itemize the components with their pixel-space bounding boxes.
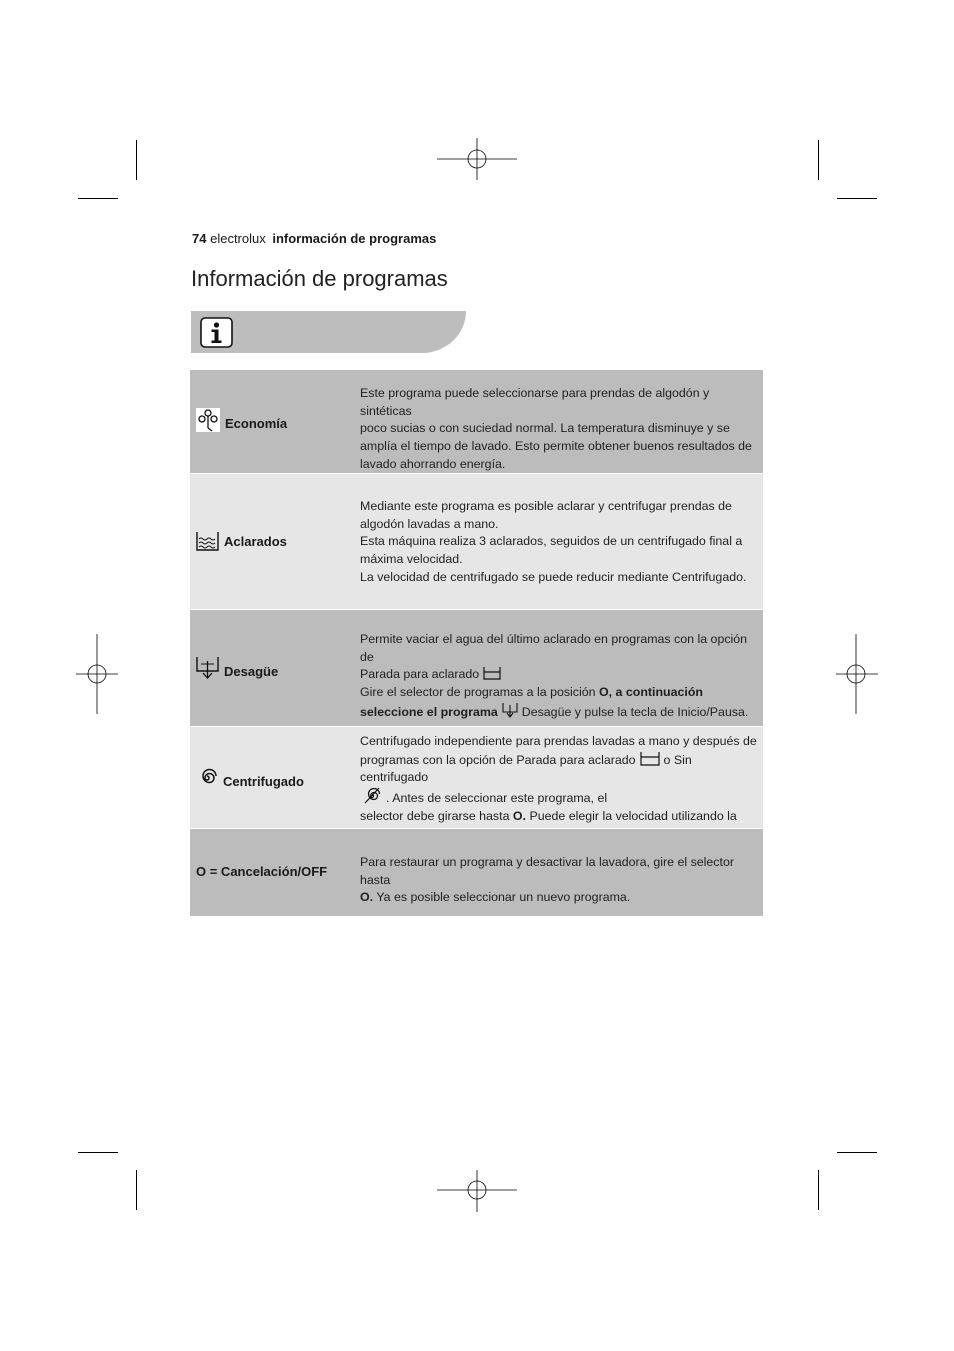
program-label [196,531,287,551]
drain-small-icon [502,702,518,718]
registration-mark-left [76,634,118,714]
info-icon [200,317,233,348]
program-label [196,767,304,789]
crop-mark [78,1152,118,1153]
info-banner [191,311,466,353]
program-row-cancelacion [190,829,763,917]
registration-mark-top [437,138,517,180]
registration-mark-right [836,634,878,714]
crop-mark [78,198,118,199]
page-title: Información de programas [191,266,448,291]
program-label [196,408,287,432]
program-description: Este programa puede seleccionarse para prendas de algodón y sintéticas poco sucias o con suciedad normal. La temperatura disminuye y se amplía el tiempo de lavado. Esto permite obtener buenos resultados de lavado ahorrando energía. [360,386,752,471]
crop-mark [136,1170,137,1210]
page-number: 74 [192,231,207,246]
rinse-icon [196,531,219,551]
crop-mark [818,140,819,180]
economy-icon [196,408,220,432]
registration-mark-bottom [437,1170,517,1212]
program-row-economia [190,370,763,474]
rinse-hold-icon [640,751,660,766]
program-row-desague [190,610,763,727]
program-name: Desagüe [224,663,279,679]
drain-icon [196,656,219,680]
no-spin-icon [362,787,382,804]
program-name: Centrifugado [223,774,304,789]
program-row-centrifugado [190,727,763,829]
program-name: O = Cancelación/OFF [196,864,328,879]
section-name: información de programas [272,231,437,246]
program-description: Mediante este programa es posible aclarar y centrifugar prendas de algodón lavadas a mano. Esta máquina realiza 3 aclarados, seguidos de un centrifugado final a máxima velocidad. La velocidad de centrifugado se puede reducir mediante Centrifugado. [360,499,747,584]
spin-icon [196,767,218,789]
program-name: Aclarados [224,533,287,549]
program-label [196,864,327,879]
programs-table [190,370,763,917]
program-row-aclarados [190,474,763,610]
crop-mark [136,140,137,180]
brand-name: electrolux [210,231,266,246]
crop-mark [837,1152,877,1153]
program-description: Para restaurar un programa y desactivar la lavadora, gire el selector hasta O. Ya es posible seleccionar un nuevo programa. [360,855,734,905]
program-description: Permite vaciar el agua del último aclarado en programas con la opción de Parada para aclarado Gire el selector de programas a la posición O, a continuación seleccione el programa Desagüe y pulse la tecla de Inicio/Pausa. [360,632,749,719]
crop-mark [837,198,877,199]
program-description: Centrifugado independiente para prendas lavadas a mano y después de programas con la opción de Parada para aclarado o Sin centrifugado . Antes de seleccionar este programa, el selector debe girarse hasta O. Puede elegir la velocidad utilizando la [360,734,757,823]
program-label [196,656,278,680]
program-name: Economía [225,416,288,431]
crop-mark [818,1170,819,1210]
running-header [192,231,436,246]
rinse-hold-icon [483,666,501,680]
